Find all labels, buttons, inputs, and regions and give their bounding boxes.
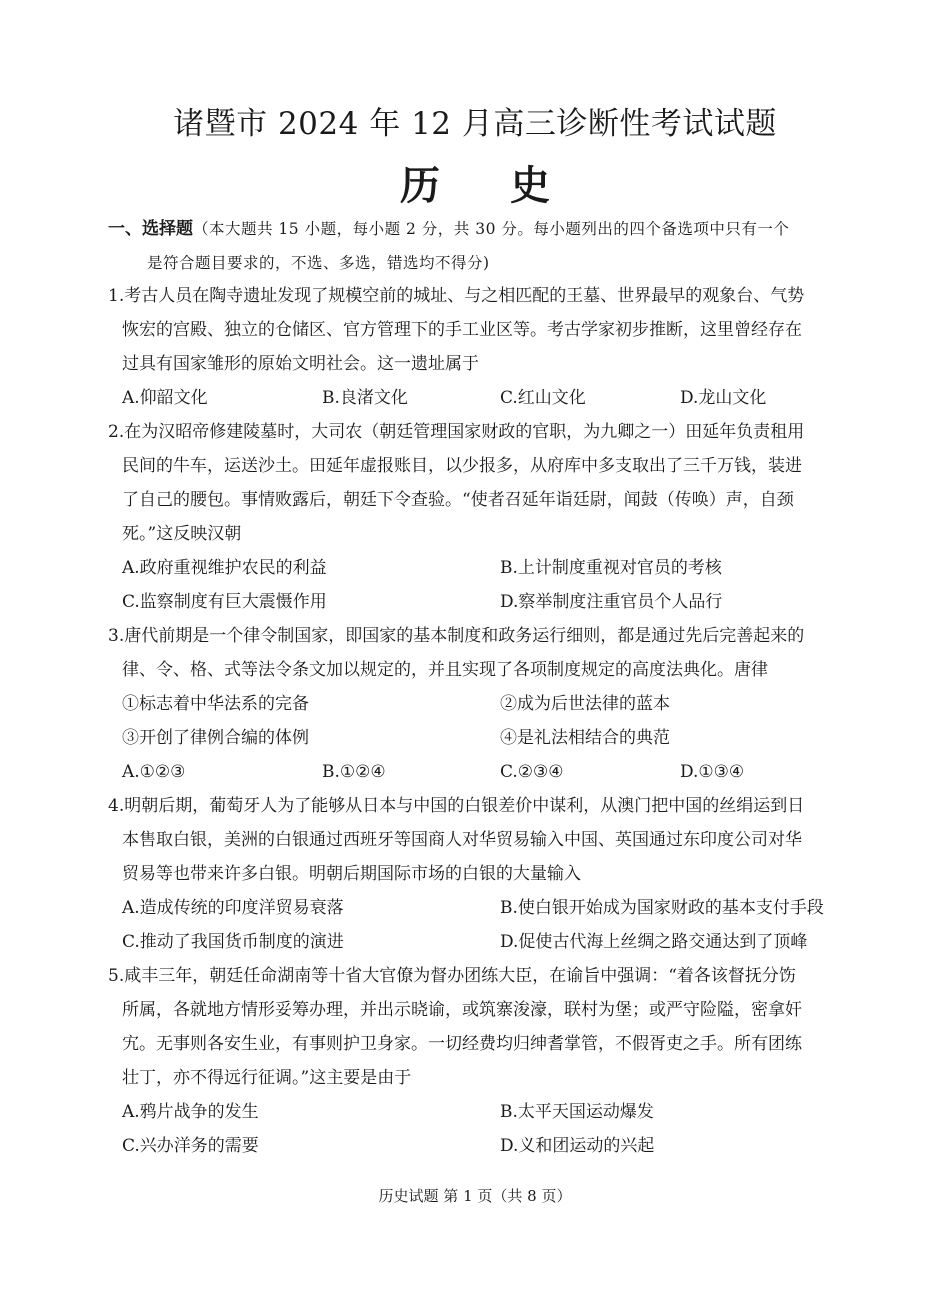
q3-option-d: D.①③④: [680, 762, 745, 782]
q3-option-a: A.①②③: [122, 762, 186, 782]
q3-option-b: B.①②④: [322, 762, 386, 782]
q2-option-b: B.上计制度重视对官员的考核: [500, 558, 722, 578]
q5-option-c: C.兴办洋务的需要: [122, 1136, 259, 1156]
q4-line-1: 4.明朝后期，葡萄牙人为了能够从日本与中国的白银差价中谋利，从澳门把中国的丝绢运到日: [108, 796, 805, 816]
q5-option-b: B.太平天国运动爆发: [500, 1102, 654, 1122]
q1-option-b: B.良渚文化: [322, 388, 408, 408]
q4-option-b: B.使白银开始成为国家财政的基本支付手段: [500, 898, 824, 918]
q1-line-3: 过具有国家雏形的原始文明社会。这一遗址属于: [122, 354, 479, 374]
q3-item-4: ④是礼法相结合的典范: [500, 728, 670, 748]
q2-option-c: C.监察制度有巨大震慑作用: [122, 592, 327, 612]
q2-line-3: 了自己的腰包。事情败露后，朝廷下令查验。“使者召延年诣廷尉，闻鼓（传唤）声，自颈: [122, 490, 794, 510]
page-footer: 历史试题 第 1 页（共 8 页）: [378, 1187, 572, 1205]
q3-line-2: 律、令、格、式等法令条文加以规定的，并且实现了各项制度规定的高度法典化。唐律: [122, 660, 768, 680]
exam-title: 诸暨市 2024 年 12 月高三诊断性考试试题: [173, 106, 777, 142]
q5-line-3: 宄。无事则各安生业，有事则护卫身家。一切经费均归绅耆掌管，不假胥吏之手。所有团练: [122, 1034, 802, 1054]
q2-line-1: 2.在为汉昭帝修建陵墓时，大司农（朝廷管理国家财政的官职，为九卿之一）田延年负责租用: [108, 422, 805, 442]
q3-item-3: ③开创了律例合编的体例: [122, 728, 309, 748]
q1-option-a: A.仰韶文化: [122, 388, 208, 408]
q2-line-2: 民间的牛车，运送沙土。田延年虚报账目，以少报多，从府库中多支取出了三千万钱，装进: [122, 456, 802, 476]
q4-line-3: 贸易等也带来许多白银。明朝后期国际市场的白银的大量输入: [122, 864, 581, 884]
section-instruction-1: （本大题共 15 小题，每小题 2 分，共 30 分。每小题列出的四个备选项中只有一个: [193, 220, 790, 238]
q2-line-4: 死。”这反映汉朝: [122, 524, 242, 544]
q5-option-d: D.义和团运动的兴起: [500, 1136, 655, 1156]
section-label: 一、选择题: [108, 219, 193, 239]
q5-line-4: 壮丁，亦不得远行征调。”这主要是由于: [122, 1068, 412, 1088]
q1-option-d: D.龙山文化: [680, 388, 767, 408]
q2-option-a: A.政府重视维护农民的利益: [122, 558, 327, 578]
q1-line-2: 恢宏的宫殿、独立的仓储区、官方管理下的手工业区等。考古学家初步推断，这里曾经存在: [122, 320, 802, 340]
q5-line-1: 5.咸丰三年，朝廷任命湖南等十省大官僚为督办团练大臣，在谕旨中强调：“着各该督抚分饬: [108, 966, 796, 986]
q3-item-2: ②成为后世法律的蓝本: [500, 694, 670, 714]
section-heading: [108, 217, 789, 241]
q4-option-a: A.造成传统的印度洋贸易衰落: [122, 898, 344, 918]
q4-option-d: D.促使古代海上丝绸之路交通达到了顶峰: [500, 932, 808, 952]
q4-option-c: C.推动了我国货币制度的演进: [122, 932, 344, 952]
q5-line-2: 所属，各就地方情形妥筹办理，并出示晓谕，或筑寨浚濠，联村为堡；或严守险隘，密拿奸: [122, 1000, 802, 1020]
q3-line-1: 3.唐代前期是一个律令制国家，即国家的基本制度和政务运行细则，都是通过先后完善起来的: [108, 626, 805, 646]
section-instruction-2: 是符合题目要求的，不选、多选，错选均不得分): [147, 254, 490, 272]
q3-item-1: ①标志着中华法系的完备: [122, 694, 309, 714]
subject-title: 历 史: [400, 162, 578, 209]
q4-line-2: 本售取白银，美洲的白银通过西班牙等国商人对华贸易输入中国、英国通过东印度公司对华: [122, 830, 802, 850]
q2-option-d: D.察举制度注重官员个人品行: [500, 592, 723, 612]
q1-line-1: 1.考古人员在陶寺遗址发现了规模空前的城址、与之相匹配的王墓、世界最早的观象台、气势: [108, 286, 805, 306]
q3-option-c: C.②③④: [500, 762, 564, 782]
q5-option-a: A.鸦片战争的发生: [122, 1102, 259, 1122]
q1-option-c: C.红山文化: [500, 388, 586, 408]
